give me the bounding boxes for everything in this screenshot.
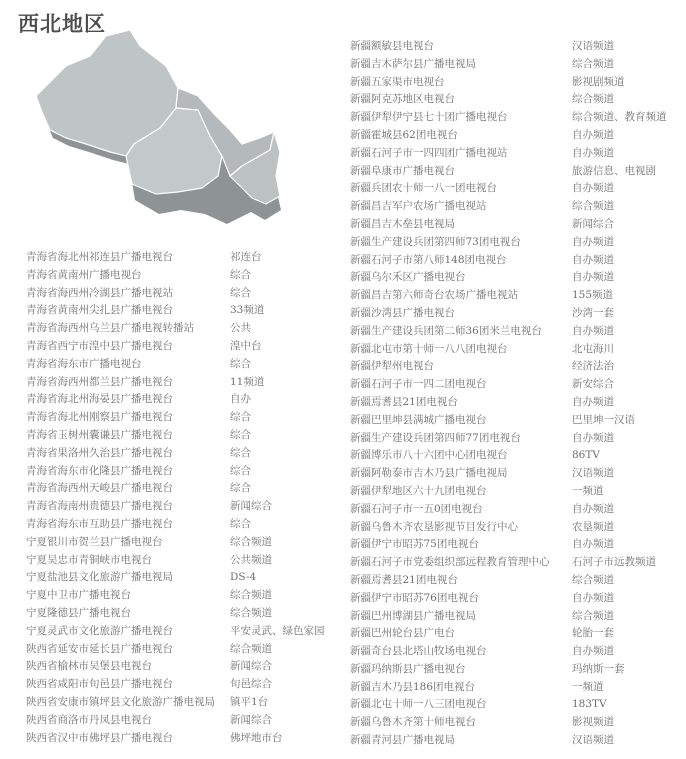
station-row [350, 625, 680, 643]
station-name: 新疆青河县广播电视局 [350, 734, 455, 747]
station-row [26, 605, 346, 623]
station-row [350, 305, 680, 323]
channel-name: 综合频道 [230, 589, 272, 602]
station-row [350, 38, 680, 56]
station-row [26, 676, 346, 694]
station-name: 新疆北屯十师一八三团电视台 [350, 698, 487, 711]
station-name: 新疆玛纳斯县广播电视台 [350, 662, 466, 675]
station-name: 新疆吉木萨尔县广播电视局 [350, 57, 476, 70]
channel-name: 自办频道 [572, 591, 614, 604]
station-row [350, 732, 680, 750]
station-row [350, 56, 680, 74]
station-name: 青海省海南州贵德县广播电视台 [26, 500, 173, 513]
channel-name: 自办频道 [572, 538, 614, 551]
channel-name: 汉语频道 [572, 467, 614, 480]
channel-name: 湟中台 [230, 339, 262, 352]
station-name: 青海省海西州冷湖县广播电视站 [26, 286, 173, 299]
station-name: 青海省黄南州广播电视台 [26, 268, 142, 281]
station-name: 青海省海西州都兰县广播电视台 [26, 375, 173, 388]
channel-name: 自办频道 [572, 645, 614, 658]
station-name: 新疆伊犁地区六十九团电视台 [350, 484, 487, 497]
station-name: 新疆石河子市一四四团广播电视站 [350, 146, 508, 159]
channel-name: 新闻综合 [230, 500, 272, 513]
station-row [26, 267, 346, 285]
channel-name: 祁连台 [230, 251, 262, 263]
channel-name: 综合 [230, 482, 251, 495]
channel-name: 新闻综合 [230, 713, 272, 726]
station-name: 新疆伊犁州电视台 [350, 360, 434, 373]
station-row [26, 730, 346, 748]
channel-name: 自办频道 [572, 182, 614, 195]
channel-name: 旅游信息、电视剧 [572, 164, 656, 177]
channel-name: 自办频道 [572, 502, 614, 515]
channel-name: 农垦频道 [572, 520, 614, 533]
station-name: 陕西省汉中市佛坪县广播电视台 [26, 731, 173, 744]
channel-name: 旬邑综合 [230, 678, 272, 691]
station-name: 青海省西宁市湟中县广播电视台 [26, 339, 173, 352]
channel-name: 平安灵武、绿色家园 [230, 624, 325, 637]
station-row [350, 91, 680, 109]
station-name: 新疆石河子市党委组织部远程教育管理中心 [350, 556, 550, 569]
station-name: 新疆昌吉木垒县电视局 [350, 217, 455, 230]
station-row [350, 430, 680, 448]
station-name: 陕西省榆林市吴堡县电视台 [26, 660, 152, 673]
station-name: 新疆奇台县北塔山牧场电视台 [350, 645, 487, 658]
station-name: 新疆昌吉第六师奇台农场广播电视站 [350, 289, 518, 302]
station-row [350, 145, 680, 163]
station-row [26, 694, 346, 712]
channel-name: 自办频道 [572, 431, 614, 444]
station-row [350, 465, 680, 483]
station-name: 新疆乌鲁木齐农垦影视节目发行中心 [350, 520, 518, 533]
station-name: 新疆额敏县电视台 [350, 40, 434, 52]
station-name: 新疆乌鲁木齐第十师电视台 [350, 716, 476, 729]
station-name: 陕西省咸阳市旬邑县广播电视台 [26, 678, 173, 691]
station-row [26, 409, 346, 427]
channel-name: 公共频道 [230, 553, 272, 566]
channel-name: 巴里坤一汉语 [572, 413, 635, 426]
channel-name: 佛坪地市台 [230, 731, 283, 744]
station-row [26, 445, 346, 463]
channel-name: 综合频道、教育频道 [572, 111, 667, 124]
station-name: 新疆生产建设兵团第二师36团米兰电视台 [350, 324, 542, 337]
station-name: 宁夏隆德县广播电视台 [26, 606, 131, 619]
station-name: 陕西省商洛市丹凤县电视台 [26, 713, 152, 726]
channel-name: 自办频道 [572, 146, 614, 159]
station-name: 陕西省安康市镇坪县文化旅游广播电视局 [26, 695, 215, 708]
station-name: 新疆昌吉军户农场广播电视站 [350, 200, 487, 213]
station-row [350, 341, 680, 359]
station-row [26, 374, 346, 392]
channel-name: 综合 [230, 428, 251, 441]
station-row [26, 427, 346, 445]
station-name: 青海省海东市互助县广播电视台 [26, 517, 173, 530]
station-row [350, 572, 680, 590]
station-name: 新疆巴里坤县满城广播电视台 [350, 413, 487, 426]
channel-name: 综合频道 [572, 573, 614, 586]
station-row [26, 498, 346, 516]
channel-name: 自办频道 [572, 235, 614, 248]
channel-name: 自办频道 [572, 271, 614, 284]
station-row [350, 536, 680, 554]
channel-name: 北屯海川 [572, 342, 614, 355]
channel-name: 自办频道 [572, 395, 614, 408]
channel-name: 综合频道 [572, 57, 614, 70]
station-name: 青海省海北州祁连县广播电视台 [26, 251, 173, 263]
station-name: 青海省黄南州尖扎县广播电视台 [26, 304, 173, 317]
station-name: 新疆巴州博湖县广播电视局 [350, 609, 476, 622]
station-row [350, 323, 680, 341]
station-name: 青海省海西州天峻县广播电视台 [26, 482, 173, 495]
channel-name: 综合 [230, 464, 251, 477]
channel-name: 石河子市远教频道 [572, 556, 656, 569]
station-name: 青海省海北州刚察县广播电视台 [26, 411, 173, 424]
channel-name: 沙湾一套 [572, 306, 614, 319]
channel-name: 86TV [572, 449, 600, 462]
station-name: 新疆伊犁伊宁县七十团广播电视台 [350, 111, 508, 124]
channel-name: 汉语频道 [572, 40, 614, 52]
station-name: 青海省海东市化隆县广播电视台 [26, 464, 173, 477]
station-row [350, 714, 680, 732]
station-name: 新疆巴州轮台县广电台 [350, 627, 455, 640]
station-name: 新疆焉耆县21团电视台 [350, 395, 458, 408]
channel-name: 综合 [230, 268, 251, 281]
station-name: 青海省海西州乌兰县广播电视转播站 [26, 322, 194, 335]
station-name: 新疆焉耆县21团电视台 [350, 573, 458, 586]
station-row [350, 519, 680, 537]
channel-name: 汉语频道 [572, 734, 614, 747]
station-name: 青海省海东市广播电视台 [26, 357, 142, 370]
station-name: 新疆兵团农十师一八一团电视台 [350, 182, 497, 195]
station-name: 新疆生产建设兵团第四师77团电视台 [350, 431, 521, 444]
station-row [350, 696, 680, 714]
station-row [26, 623, 346, 641]
channel-name: 综合 [230, 286, 251, 299]
station-name: 陕西省延安市延长县广播电视台 [26, 642, 173, 655]
channel-name: 综合频道 [230, 535, 272, 548]
station-name: 新疆伊宁市昭苏76团电视台 [350, 591, 479, 604]
station-name: 青海省果洛州久治县广播电视台 [26, 446, 173, 459]
station-name: 宁夏银川市贺兰县广播电视台 [26, 535, 163, 548]
station-row [350, 287, 680, 305]
channel-name: 33频道 [230, 304, 265, 317]
station-name: 新疆阿勒泰市吉木乃县广播电视局 [350, 467, 508, 480]
station-row [350, 376, 680, 394]
channel-name: 自办频道 [572, 128, 614, 141]
channel-name: 公共 [230, 322, 251, 335]
channel-name: 综合 [230, 357, 251, 370]
station-row [26, 569, 346, 587]
right-station-list [350, 38, 680, 750]
station-row [350, 483, 680, 501]
station-name: 新疆吉木乃县186团电视台 [350, 680, 476, 693]
station-row [26, 320, 346, 338]
station-row [350, 109, 680, 127]
station-name: 新疆阜康市广播电视台 [350, 164, 455, 177]
station-name: 新疆五家渠市电视台 [350, 75, 445, 88]
station-row [26, 480, 346, 498]
channel-name: 影视频道 [572, 716, 614, 729]
station-row [350, 447, 680, 465]
station-row [26, 712, 346, 730]
station-row [26, 552, 346, 570]
station-row [350, 127, 680, 145]
station-row [26, 641, 346, 659]
station-row [350, 198, 680, 216]
station-name: 青海省玉树州囊谦县广播电视台 [26, 428, 173, 441]
channel-name: 综合频道 [230, 642, 272, 655]
channel-name: 综合频道 [572, 200, 614, 213]
station-row [26, 516, 346, 534]
station-name: 宁夏盐池县文化旅游广播电视局 [26, 571, 173, 584]
channel-name: 轮胎一套 [572, 627, 614, 640]
station-row [26, 391, 346, 409]
station-name: 新疆霍城县62团电视台 [350, 128, 458, 141]
station-name: 新疆乌尔禾区广播电视台 [350, 271, 466, 284]
station-row [350, 234, 680, 252]
station-row [350, 216, 680, 234]
channel-name: 155频道 [572, 289, 614, 302]
station-row [26, 249, 346, 267]
station-row [350, 643, 680, 661]
channel-name: 影视剧频道 [572, 75, 625, 88]
station-row [350, 661, 680, 679]
station-name: 新疆阿克苏地区电视台 [350, 93, 455, 106]
channel-name: 综合频道 [572, 609, 614, 622]
station-row [350, 163, 680, 181]
station-row [26, 534, 346, 552]
station-name: 宁夏灵武市文化旅游广播电视台 [26, 624, 173, 637]
channel-name: 一频道 [572, 680, 604, 693]
channel-name: 镇平1台 [230, 695, 269, 708]
channel-name: 玛纳斯一套 [572, 662, 625, 675]
channel-name: 综合 [230, 411, 251, 424]
channel-name: 综合 [230, 446, 251, 459]
station-name: 新疆北屯市第十师一八八团电视台 [350, 342, 508, 355]
station-row [350, 180, 680, 198]
channel-name: 新闻综合 [230, 660, 272, 673]
channel-name: 一频道 [572, 484, 604, 497]
station-row [350, 412, 680, 430]
station-name: 新疆生产建设兵团第四师73团电视台 [350, 235, 521, 248]
station-row [350, 554, 680, 572]
channel-name: 经济法治 [572, 360, 614, 373]
channel-name: 新闻综合 [572, 217, 614, 230]
page-title: 西北地区 [18, 11, 106, 36]
station-row [26, 356, 346, 374]
station-row [350, 608, 680, 626]
channel-name: 综合频道 [230, 606, 272, 619]
station-row [350, 394, 680, 412]
station-name: 新疆石河子市第八师148团电视台 [350, 253, 507, 266]
station-row [350, 679, 680, 697]
station-row [26, 587, 346, 605]
station-name: 新疆石河子市一五0团电视台 [350, 502, 483, 515]
station-row [26, 658, 346, 676]
station-row [350, 358, 680, 376]
station-name: 新疆沙湾县广播电视台 [350, 306, 455, 319]
channel-name: 自办 [230, 393, 251, 406]
northwest-region-map [28, 26, 288, 236]
channel-name: 11频道 [230, 375, 265, 388]
channel-name: 综合 [230, 517, 251, 530]
channel-name: 自办频道 [572, 253, 614, 266]
channel-name: 综合频道 [572, 93, 614, 106]
station-name: 新疆博乐市八十六团中心团电视台 [350, 449, 508, 462]
station-name: 新疆石河子市一四二团电视台 [350, 378, 487, 391]
station-name: 新疆伊宁市昭苏75团电视台 [350, 538, 479, 551]
station-row [26, 338, 346, 356]
station-name: 青海省海北州海晏县广播电视台 [26, 393, 173, 406]
station-row [26, 285, 346, 303]
station-row [350, 590, 680, 608]
station-row [26, 463, 346, 481]
channel-name: DS-4 [230, 571, 257, 584]
station-name: 宁夏中卫市广播电视台 [26, 589, 131, 602]
station-row [350, 501, 680, 519]
channel-name: 183TV [572, 698, 607, 711]
station-row [26, 302, 346, 320]
left-station-list [26, 249, 346, 747]
station-row [350, 74, 680, 92]
station-row [350, 252, 680, 270]
station-name: 宁夏吴忠市青铜峡市电视台 [26, 553, 152, 566]
channel-name: 新安综合 [572, 378, 614, 391]
station-row [350, 269, 680, 287]
channel-name: 自办频道 [572, 324, 614, 337]
